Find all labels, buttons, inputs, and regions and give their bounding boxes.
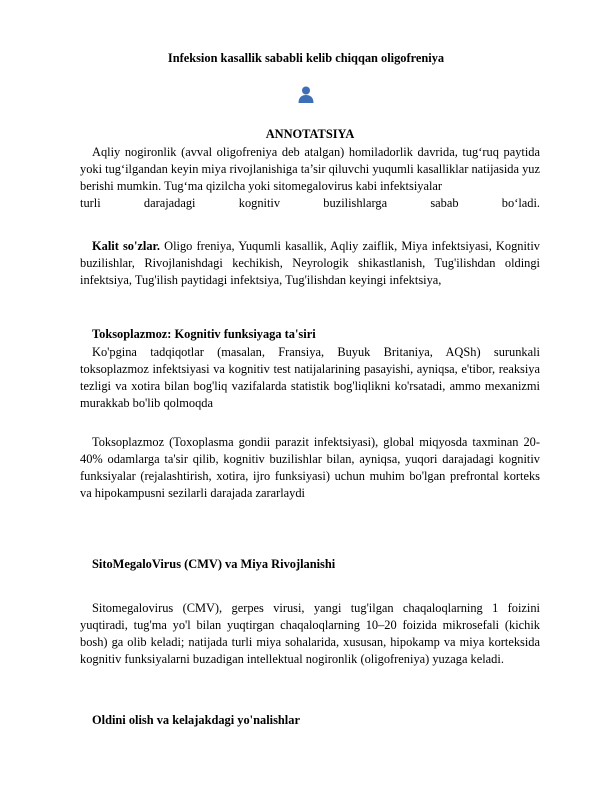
annotation-body (80, 144, 540, 212)
toxoplasmosis-paragraph-2: Toksoplazmoz (Toxoplasma gondii parazit infektsiyasi), global miqyosda taxminan 20-40% odamlarga ta'sir qilib, kognitiv buzilishlar bilan, ayniqsa, yuqori darajadagi kognitiv funksiyalar (rejalashtirish, xotira, ijro funksiyasi) uchun muhim bo'lgan prefrontal korteks va hipokampusni sezilarli darajada zararlaydi (80, 435, 540, 500)
annotation-text: Aqliy nogironlik (avval oligofreniya deb atalgan) homiladorlik davrida, tug‘ruq paytida yoki tug‘ilgandan keyin miya rivojlanishiga ta’sir qiluvchi yuqumli kasalliklar natijasida yuz berishi mumkin. Tug‘ma qizilcha yoki sitomegalovirus kabi infektsiyalar (80, 145, 540, 193)
section-heading-prevention: Oldini olish va kelajakdagi yo'nalishlar (92, 713, 300, 727)
keywords-text: Oligo freniya, Yuqumli kasallik, Aqliy zaiflik, Miya infektsiyasi, Kognitiv buzilishlar, Rivojlanishdagi kechikish, Neyrologik shikastlanish, Tug'ilishdan oldingi infektsiya, Tug'ilish paytidagi infektsiya, Tug'ilishdan keyingi infektsiya, (80, 239, 540, 287)
person-icon (296, 84, 316, 104)
paper-title: Infeksion kasallik sababli kelib chiqqan oligofreniya (167, 51, 445, 65)
section-heading-toxoplasmosis: Toksoplazmoz: Kognitiv funksiyaga ta'siri (92, 327, 316, 341)
keywords-paragraph (80, 238, 540, 289)
annotation-text-last-line: turli darajadagi kognitiv buzilishlarga sabab bo‘ladi. (80, 196, 540, 210)
cmv-paragraph: Sitomegalovirus (CMV), gerpes virusi, yangi tug'ilgan chaqaloqlarning 1 foizini yuqtiradi, tug'ma yo'l bilan yuqtirgan chaqaloqlarning 10–20 foizida mikrosefali (kichik bosh) ga olib keladi; natijada turli miya sohalarida, xususan, hipokamp va miya korteksida kognitiv funksiyalarni buzadigan intellektual nogironlik (oligofreniya) yuzaga keladi. (80, 601, 540, 666)
keywords-label: Kalit so'zlar. (92, 239, 161, 253)
section-heading-cmv: SitoMegaloVirus (CMV) va Miya Rivojlanishi (92, 557, 336, 571)
annotation-heading: ANNOTATSIYA (265, 127, 355, 141)
toxoplasmosis-paragraph-1: Ko'pgina tadqiqotlar (masalan, Fransiya, Buyuk Britaniya, AQSh) surunkali toksoplazmoz infektsiyasi va kognitiv test natijalarining pasayishi, ayniqsa, e'tibor, reaksiya tezligi va xotira bilan bog'liq vazifalarda statistik bog'liqlikni ko'rsatadi, ammo mexanizmi murakkab bo'lib qolmoqda (80, 345, 540, 410)
